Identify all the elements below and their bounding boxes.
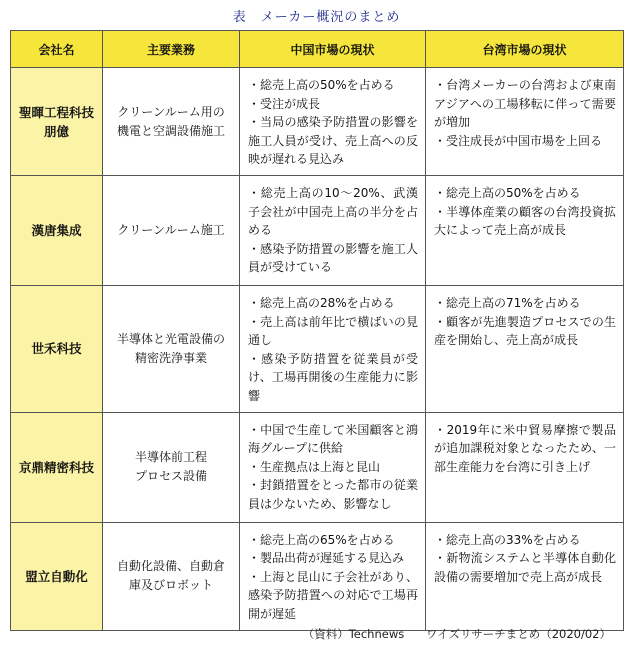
china-market-cell [240, 176, 426, 286]
header-business: 主要業務 [103, 31, 240, 68]
main-business-cell [103, 412, 240, 522]
taiwan-market-cell [426, 412, 624, 522]
company-name-cell [11, 286, 103, 413]
taiwan-market-cell [426, 286, 624, 413]
header-taiwan: 台湾市場の現状 [426, 31, 624, 68]
taiwan-market-cell [426, 522, 624, 630]
taiwan-market-cell [426, 68, 624, 176]
bullet-point: ・総売上高の50%を占める [434, 186, 581, 200]
bullet-point: ・半導体産業の顧客の台湾投資拡大によって売上高が成長 [434, 204, 616, 238]
bullet-point: ・2019年に米中貿易摩擦で製品が追加課税対象となったため、一部生産能力を台湾に引き上げ [434, 422, 616, 474]
bullet-point: ・総売上高の28%を占める [248, 296, 395, 310]
table-row [11, 522, 624, 630]
company-name-cell-line: 聖暉工程科技 [18, 104, 94, 120]
bullet-point: ・総売上高の65%を占める [248, 532, 395, 547]
main-business-cell-line: プロセス設備 [134, 469, 207, 484]
main-business-cell [103, 286, 240, 413]
main-business-cell-line: 半導体前工程 [134, 450, 207, 465]
bullet-point: ・感染予防措置の影響を施工人員が受けている [248, 241, 418, 275]
bullet-point: ・上海と昆山に子会社があり、感染予防措置への対応で工場再開が遅延 [248, 569, 418, 621]
company-name-cell [11, 522, 103, 630]
bullet-point: ・総売上高の10～20%、武漢子会社が中国売上高の半分を占める [248, 186, 418, 238]
bullet-point: ・総売上高の33%を占める [434, 532, 581, 547]
company-name-cell-line: 朋億 [43, 123, 69, 139]
main-business-cell-line: 機電と空調設備施工 [116, 123, 225, 138]
footer-compiled: ワイズリサーチまとめ（2020/02） [425, 627, 611, 641]
bullet-point: ・売上高は前年比で横ばいの見通し [248, 314, 418, 348]
bullet-point: ・顧客が先進製造プロセスでの生産を開始し、売上高が成長 [434, 314, 616, 348]
table-row [11, 412, 624, 522]
footer-note [285, 626, 611, 642]
bullet-point: ・受注成長が中国市場を上回る [434, 133, 603, 148]
bullet-point: ・総売上高の50%を占める [248, 78, 395, 92]
company-name-cell-line: 盟立自動化 [25, 568, 88, 584]
company-name-cell [11, 68, 103, 176]
table-row [11, 286, 624, 413]
bullet-point: ・台湾メーカーの台湾および東南アジアへの工場移転に伴って需要が増加 [434, 78, 616, 130]
main-business-cell [103, 68, 240, 176]
table-row [11, 68, 624, 176]
bullet-point: ・製品出荷が遅延する見込み [248, 551, 405, 566]
company-name-cell [11, 412, 103, 522]
table-row [11, 176, 624, 286]
main-business-cell-line: 精密洗浄事業 [134, 350, 207, 365]
china-market-cell [240, 68, 426, 176]
bullet-point: ・中国で生産して米国顧客と鴻海グループに供給 [248, 422, 418, 456]
taiwan-market-cell [426, 176, 624, 286]
bullet-point: ・総売上高の71%を占める [434, 296, 581, 310]
bullet-point: ・生産拠点は上海と昆山 [248, 459, 381, 474]
company-name-cell [11, 176, 103, 286]
bullet-point: ・受注が成長 [248, 96, 321, 111]
table-caption: 表 メーカー概況のまとめ [232, 10, 401, 25]
main-business-cell [103, 176, 240, 286]
bullet-point: ・当局の感染予防措置の影響を施工人員が受け、売上高への反映が遅れる見込み [248, 115, 418, 167]
maker-overview-table [10, 30, 624, 631]
bullet-point: ・封鎖措置をとった都市の従業員は少ないため、影響なし [248, 478, 418, 511]
bullet-point: ・新物流システムと半導体自動化設備の需要増加で売上高が成長 [434, 551, 616, 584]
main-business-cell-line: クリーンルーム施工 [117, 223, 225, 237]
china-market-cell [240, 286, 426, 413]
main-business-cell-line: 自動化設備、自動倉 [116, 559, 225, 574]
header-row [11, 31, 624, 68]
header-company: 会社名 [11, 31, 103, 68]
main-business-cell [103, 522, 240, 630]
china-market-cell [240, 522, 426, 630]
company-name-cell-line: 世禾科技 [31, 341, 82, 357]
main-business-cell-line: 半導体と光電設備の [116, 331, 225, 346]
company-name-cell-line: 漢唐集成 [31, 223, 82, 238]
main-business-cell-line: クリーンルーム用の [117, 104, 225, 119]
main-business-cell-line: 庫及びロボット [128, 578, 213, 593]
footer-source: （資料）Technews [302, 627, 405, 641]
bullet-point: ・感染予防措置を従業員が受け、工場再開後の生産能力に影響 [248, 351, 418, 403]
company-name-cell-line: 京鼎精密科技 [18, 459, 94, 475]
china-market-cell [240, 412, 426, 522]
header-china: 中国市場の現状 [240, 31, 426, 68]
